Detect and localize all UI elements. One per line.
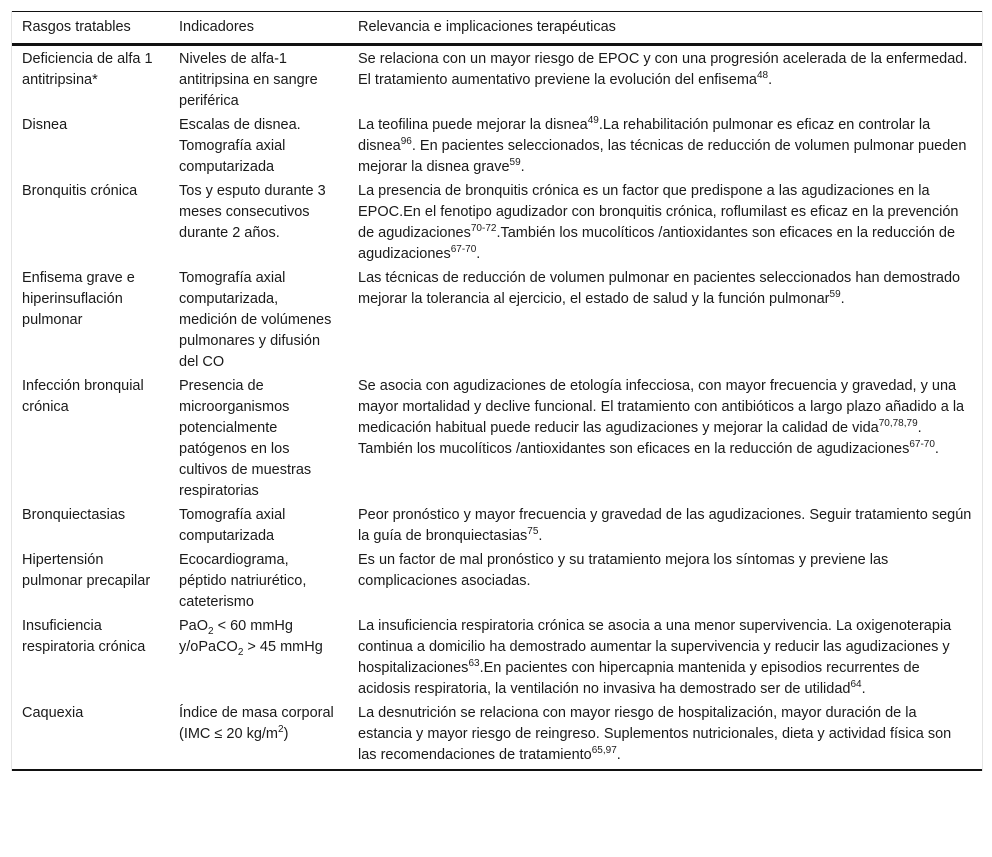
relevance-cell: Las técnicas de reducción de volumen pulmonar en pacientes seleccionados han demostrado mejorar la tolerancia al ejercicio, el estado de salud y la función pulmonar$^{59}$. [358,270,961,307]
indicator-cell: Tomografía axial computarizada [179,507,286,544]
indicator-cell: Índice de masa corporal (IMC ≤ 20 $kg/m^2$) [179,705,334,742]
relevance-cell: La teofilina puede mejorar la disnea$^{49}$.La rehabilitación pulmonar es eficaz en controlar la disnea$^{96}$. En pacientes seleccionados, las técnicas de reducción de volumen pulmonar pueden mejorar la disnea grave$^{59}$. [358,115,967,175]
trait-cell: Hipertensión pulmonar precapilar [22,552,151,589]
relevance-cell: Se relaciona con un mayor riesgo de EPOC y con una progresión acelerada de la enfermedad. El tratamiento aumentativo previene la evolución del enfisema$^{48}$. [358,51,968,88]
trait-cell: Insuficiencia respiratoria crónica [22,618,146,655]
table-row [12,613,982,700]
trait-cell: Disnea [22,117,68,133]
table-row [12,547,982,613]
reference-superscript: 59 [829,289,841,301]
relevance-cell: La insuficiencia respiratoria crónica se asocia a una menor supervivencia. La oxigenoterapia continua a domicilio ha demostrado aumentar la supervivencia y reducir las agudizaciones y hospitalizaciones$^{63}$.En pacientes con hipercapnia mantenida y episodios recurrentes de acidosis respiratoria, la ventilación no invasiva ha demostrado ser de utilidad$^{64}$. [358,618,952,697]
relevance-cell: Se asocia con agudizaciones de etología infecciosa, con mayor frecuencia y gravedad, y una mayor mortalidad y declive funcional. El tratamiento con antibióticos a largo plazo añadido a la medicación habitual puede reducir las agudizaciones y mejorar la calidad de vida$^{70,78,79}$. También los mucolíticos /antioxidantes son eficaces en la reducción de agudizaciones$^{67-70}$. [358,378,965,457]
treatable-traits-table [12,11,982,771]
table-row [12,373,982,502]
reference-superscript: 59 [509,157,521,169]
reference-superscript: 64 [850,679,862,691]
indicator-cell: Tos y esputo durante 3 meses consecutivos durante 2 años. [179,183,326,241]
header-indicators: Indicadores [169,12,348,45]
relevance-cell: La desnutrición se relaciona con mayor riesgo de hospitalización, mayor duración de la estancia y mayor riesgo de reingreso. Suplementos nutricionales, dieta y actividad física son las recomendaciones de tratamiento$^{65,97}$. [358,705,952,763]
reference-superscript: 70,78,79 [878,418,918,430]
indicator-cell: Escalas de disnea. Tomografía axial computarizada [179,117,301,175]
table-row [12,502,982,547]
table-row [12,112,982,178]
table-row [12,45,982,113]
table-container [11,11,983,771]
reference-superscript: 49 [587,115,599,127]
trait-cell: Deficiencia de alfa 1 antitripsina* [22,51,153,88]
indicator-cell: Ecocardiograma, péptido natriurético, cateterismo [179,552,307,610]
trait-cell: Caquexia [22,705,84,721]
header-traits: Rasgos tratables [12,12,169,45]
trait-cell: Enfisema grave e hiperinsuflación pulmonar [22,270,135,328]
trait-cell: Bronquitis crónica [22,183,138,199]
reference-superscript: 2 [278,724,284,736]
reference-superscript: 96 [400,136,412,148]
trait-cell: Infección bronquial crónica [22,378,144,415]
reference-superscript: 75 [527,526,539,538]
relevance-cell: Es un factor de mal pronóstico y su tratamiento mejora los síntomas y previene las complicaciones asociadas. [358,552,889,589]
trait-cell: Bronquiectasias [22,507,126,523]
indicator-cell: Presencia de microorganismos potencialmente patógenos en los cultivos de muestras respiratorias [179,378,312,499]
relevance-cell: La presencia de bronquitis crónica es un factor que predispone a las agudizaciones en la EPOC.En el fenotipo agudizador con bronquitis crónica, roflumilast es eficaz en la prevención de agudizaciones$^{70-72}$.También los mucolíticos /antioxidantes son eficaces en la reducción de agudizaciones$^{67-70}$. [358,183,959,262]
reference-superscript: 48 [756,70,769,82]
subscript: 2 [237,646,244,658]
subscript: 2 [208,625,214,637]
indicator-cell: PaO$_2$ < 60 mmHg y/oPaCO$_2$ > 45 mmHg [179,618,323,658]
table-row [12,700,982,770]
reference-superscript: 65,97 [591,745,617,757]
table-row [12,265,982,373]
indicator-cell: Tomografía axial computarizada, medición de volúmenes pulmonares y difusión del CO [179,270,332,370]
reference-superscript: 70-72 [470,223,497,235]
relevance-cell: Peor pronóstico y mayor frecuencia y gravedad de las agudizaciones. Seguir tratamiento según la guía de bronquiectasias$^{75}$. [358,507,972,544]
reference-superscript: 63 [468,658,480,670]
indicator-cell: Niveles de alfa-1 antitripsina en sangre periférica [179,51,318,109]
reference-superscript: 67-70 [909,439,935,451]
reference-superscript: 67-70 [450,244,477,256]
table-header-row [12,12,982,45]
header-relevance: Relevancia e implicaciones terapéuticas [348,12,982,45]
table-row [12,178,982,265]
